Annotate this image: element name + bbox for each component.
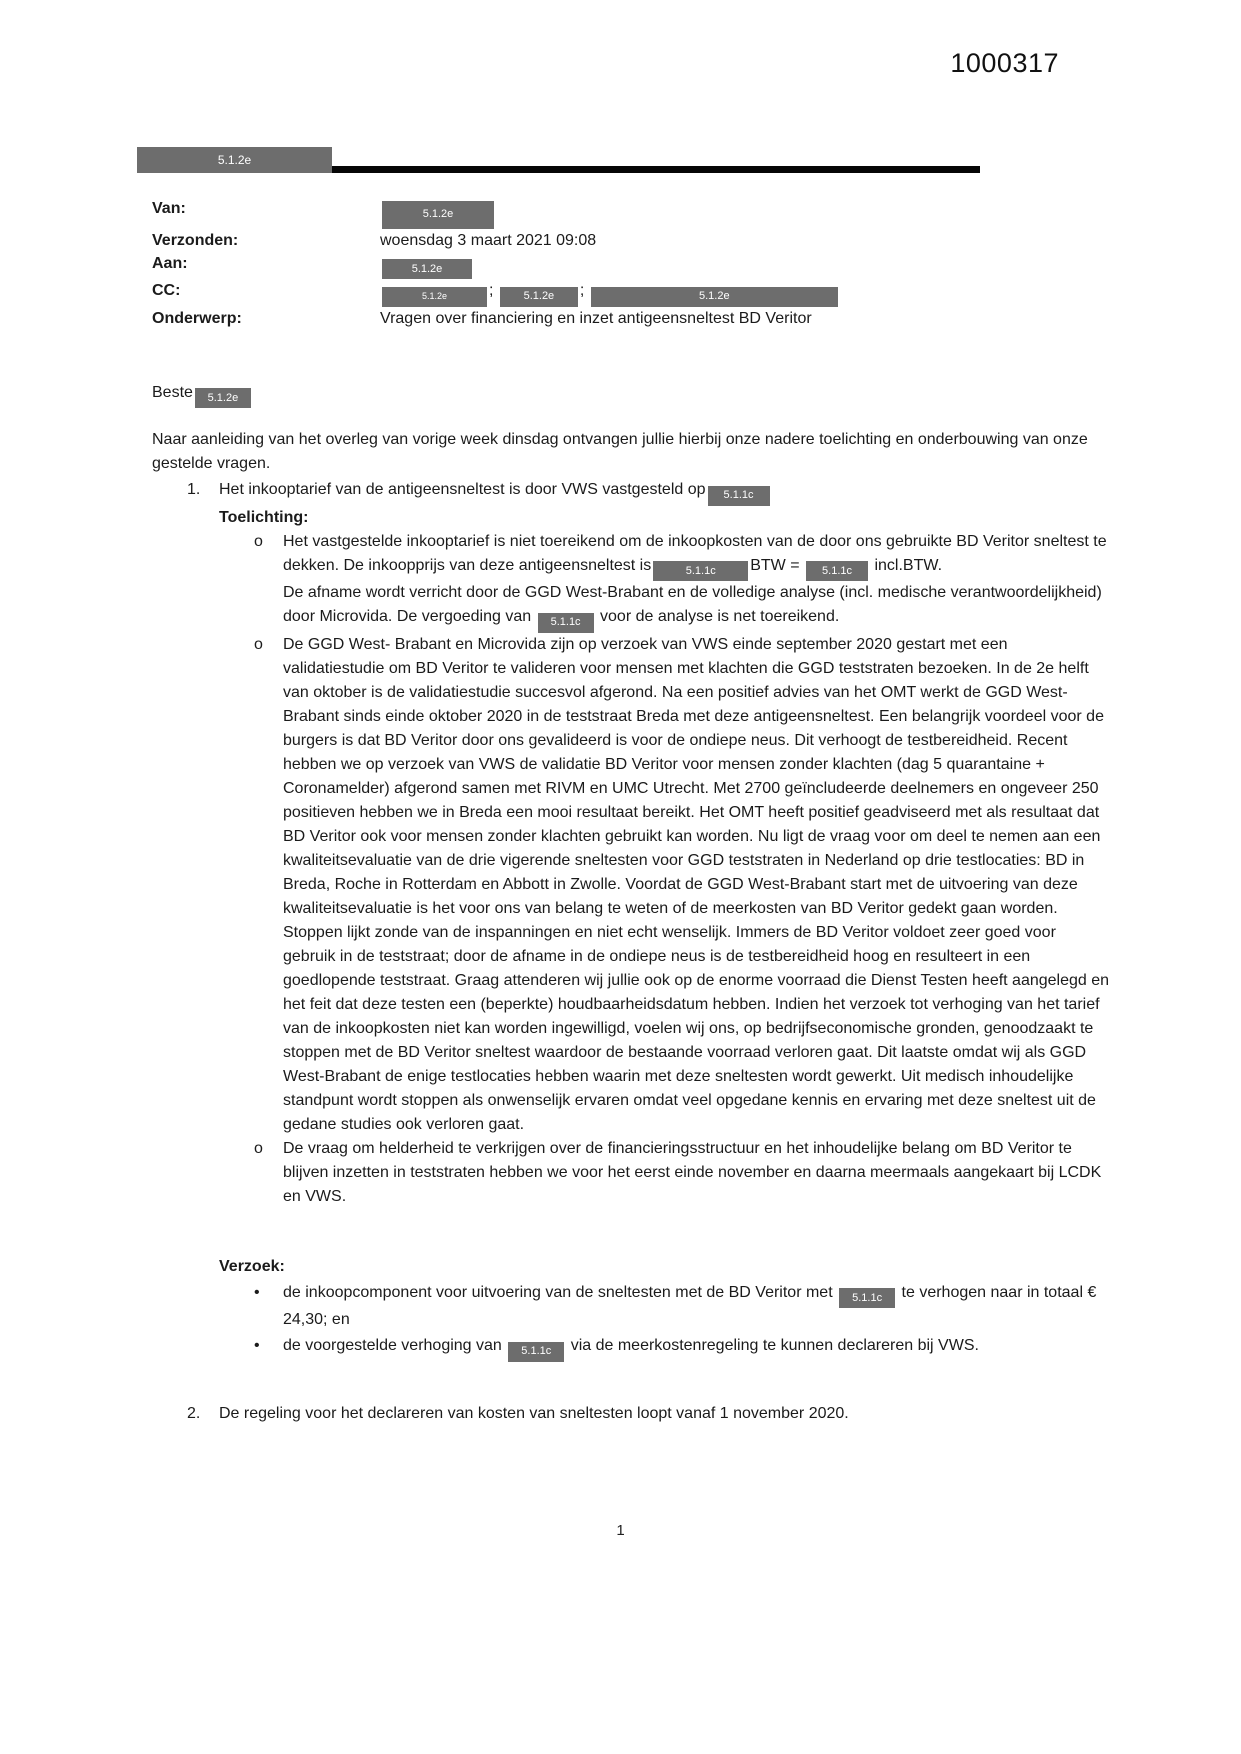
- redaction-box: 5.1.2e: [382, 259, 472, 279]
- list-item: [254, 1137, 1110, 1209]
- verzonden-label: Verzonden:: [152, 231, 239, 249]
- list-item-text: Het vastgestelde inkooptarief is niet toereikend om de inkoopkosten van de door ons gebruikte BD Veritor sneltest te dekken. De inkoopprijs van deze antigeensneltest is 5.1.1c BTW = 5.1.1c incl.BTW. De afname wordt verricht door de GGD West-Brabant en de volledige analyse (incl. medische verantwoordelijkheid) door Microvida. De vergoeding van 5.1.1c voor de analyse is net toereikend.: [283, 530, 1110, 633]
- redaction-box: 5.1.1c: [839, 1288, 895, 1308]
- list-item-text: De GGD West- Brabant en Microvida zijn op verzoek van VWS einde september 2020 gestart met een validatiestudie om BD Veritor te valideren voor mensen met klachten die GGD teststraten bezoeken. In de 2e helft van oktober is de validatiestudie succesvol afgerond. Na een positief advies van het OMT werkt de GGD West-Brabant sinds einde oktober 2020 in de teststraat Breda met deze antigeensneltest. Een belangrijk voordeel voor de burgers is dat BD Veritor door ons gevalideerd is voor de ondiepe neus. Dit verhoogt de testbereidheid. Recent hebben we op verzoek van VWS de validatie BD Veritor voor mensen zonder klachten (dag 5 quarantaine + Coronamelder) afgerond samen met RIVM en UMC Utrecht. Met 2700 geïncludeerde deelnemers en ongeveer 250 positieven hebben we in Breda een mooi resultaat bereikt. Het OMT heeft positief geadviseerd met als resultaat dat BD Veritor ook voor mensen zonder klachten gebruikt kan worden. Nu ligt de vraag voor om deel te nemen aan een kwaliteitsevaluatie van de drie vigerende sneltesten voor GGD teststraten in Nederland op drie testlocaties: BD in Breda, Roche in Rotterdam en Abbott in Zwolle. Voordat de GGD West-Brabant start met de uitvoering van deze kwaliteitsevaluatie is het voor ons van belang te weten of de meerkosten van BD Veritor gedekt gaan worden. Stoppen lijkt zonde van de inspanningen en niet echt wenselijk. Immers de BD Veritor voldoet zeer goed voor gebruik in de teststraat; door de afname in de ondiepe neus is de testbereidheid hoog en resulteert in een goedlopende teststraat. Graag attenderen wij jullie ook op de enorme voorraad die Dienst Testen heeft aangelegd en het feit dat deze testen een (beperkte) houdbaarheidsdatum hebben. Indien het verzoek tot verhoging van het tarief van de inkoopkosten niet kan worden ingewilligd, voelen wij ons, op bedrijfseconomische gronden, genoodzaakt te stoppen met de BD Veritor sneltest waardoor de bestaande voorraad verloren gaat. Dit laatste omdat wij als GGD West-Brabant de enige testlocaties hebben waarin met deze sneltesten wordt gewerkt. Uit medisch inhoudelijke standpunt wordt stoppen als onwenselijk ervaren omdat veel opgedane kennis en ervaring met deze sneltest uit de gedane studies ook verloren gaat.: [283, 635, 1110, 1133]
- header-row-verzonden: [152, 229, 1110, 252]
- onderwerp-value: Vragen over financiering en inzet antigeensneltest BD Veritor: [380, 309, 812, 327]
- redaction-box: 5.1.2e: [382, 201, 494, 229]
- van-value: [380, 197, 1110, 229]
- verzoek-heading: Verzoek:: [219, 1257, 285, 1275]
- redaction-box: 5.1.1c: [653, 561, 748, 581]
- redaction-box: 5.1.2e: [382, 287, 487, 307]
- header-row-cc: [152, 279, 1110, 307]
- top-redaction-bar: [152, 147, 1110, 173]
- list-item-text: de voorgestelde verhoging van 5.1.1c via de meerkostenregeling te kunnen declareren bij VWS.: [283, 1334, 1110, 1362]
- redaction-box: 5.1.1c: [508, 1342, 564, 1362]
- list-marker: 1.: [187, 481, 201, 498]
- list-item: [254, 1281, 1110, 1333]
- divider-line: [332, 166, 980, 173]
- header-row-onderwerp: [152, 307, 1110, 330]
- header-row-van: [152, 197, 1110, 229]
- greeting: Beste 5.1.2e: [152, 381, 1110, 409]
- list-item: [187, 1402, 1110, 1426]
- list-item: [187, 478, 1110, 506]
- toelichting-heading: Toelichting:: [219, 508, 309, 526]
- list-item: [254, 1334, 1110, 1362]
- redaction-box: 5.1.2e: [591, 287, 838, 307]
- list-marker: 2.: [187, 1404, 201, 1422]
- list-marker: •: [254, 1283, 260, 1301]
- intro-paragraph: Naar aanleiding van het overleg van vorige week dinsdag ontvangen jullie hierbij onze nadere toelichting en onderbouwing van onze gestelde vragen.: [152, 431, 1088, 472]
- aan-value: [380, 252, 1110, 280]
- email-header: [152, 197, 1110, 330]
- document-content: [152, 0, 1110, 1426]
- list-item-text: De regeling voor het declareren van kosten van sneltesten loopt vanaf 1 november 2020.: [219, 1404, 849, 1422]
- verzonden-value: woensdag 3 maart 2021 09:08: [380, 231, 597, 249]
- onderwerp-label: Onderwerp:: [152, 309, 242, 327]
- list-marker: •: [254, 1337, 260, 1354]
- redaction-box: 5.1.2e: [137, 147, 332, 173]
- list-marker: o: [254, 1139, 263, 1157]
- redaction-box: 5.1.1c: [538, 613, 594, 633]
- email-body: [152, 381, 1110, 1426]
- list-item: [254, 530, 1110, 633]
- redaction-box: 5.1.1c: [806, 561, 868, 581]
- list-item-text: Het inkooptarief van de antigeensneltest is door VWS vastgesteld op 5.1.1c: [219, 478, 1110, 506]
- list-marker: o: [254, 532, 263, 550]
- redaction-box: 5.1.2e: [500, 287, 578, 307]
- cc-label: CC:: [152, 282, 181, 299]
- list-marker: o: [254, 635, 263, 653]
- aan-label: Aan:: [152, 254, 188, 272]
- redaction-box: 5.1.2e: [195, 388, 251, 408]
- list-item-text: De vraag om helderheid te verkrijgen over de financieringsstructuur en het inhoudelijke belang om BD Veritor te blijven inzetten in teststraten hebben we voor het eerst einde november en daarna meermaals aangekaart bij LCDK en VWS.: [283, 1139, 1102, 1205]
- page-number: 1: [616, 1522, 625, 1539]
- verzoek-section: [152, 1255, 1110, 1362]
- redaction-box: 5.1.1c: [708, 486, 770, 506]
- cc-value: 5.1.2e ; 5.1.2e ; 5.1.2e: [380, 279, 1110, 307]
- list-item: [254, 633, 1110, 1137]
- van-label: Van:: [152, 200, 186, 217]
- list-item-text: de inkoopcomponent voor uitvoering van de sneltesten met de BD Veritor met 5.1.1c te verhogen naar in totaal € 24,30; en: [283, 1283, 1097, 1328]
- header-row-aan: [152, 252, 1110, 280]
- document-number: 1000317: [950, 48, 1059, 78]
